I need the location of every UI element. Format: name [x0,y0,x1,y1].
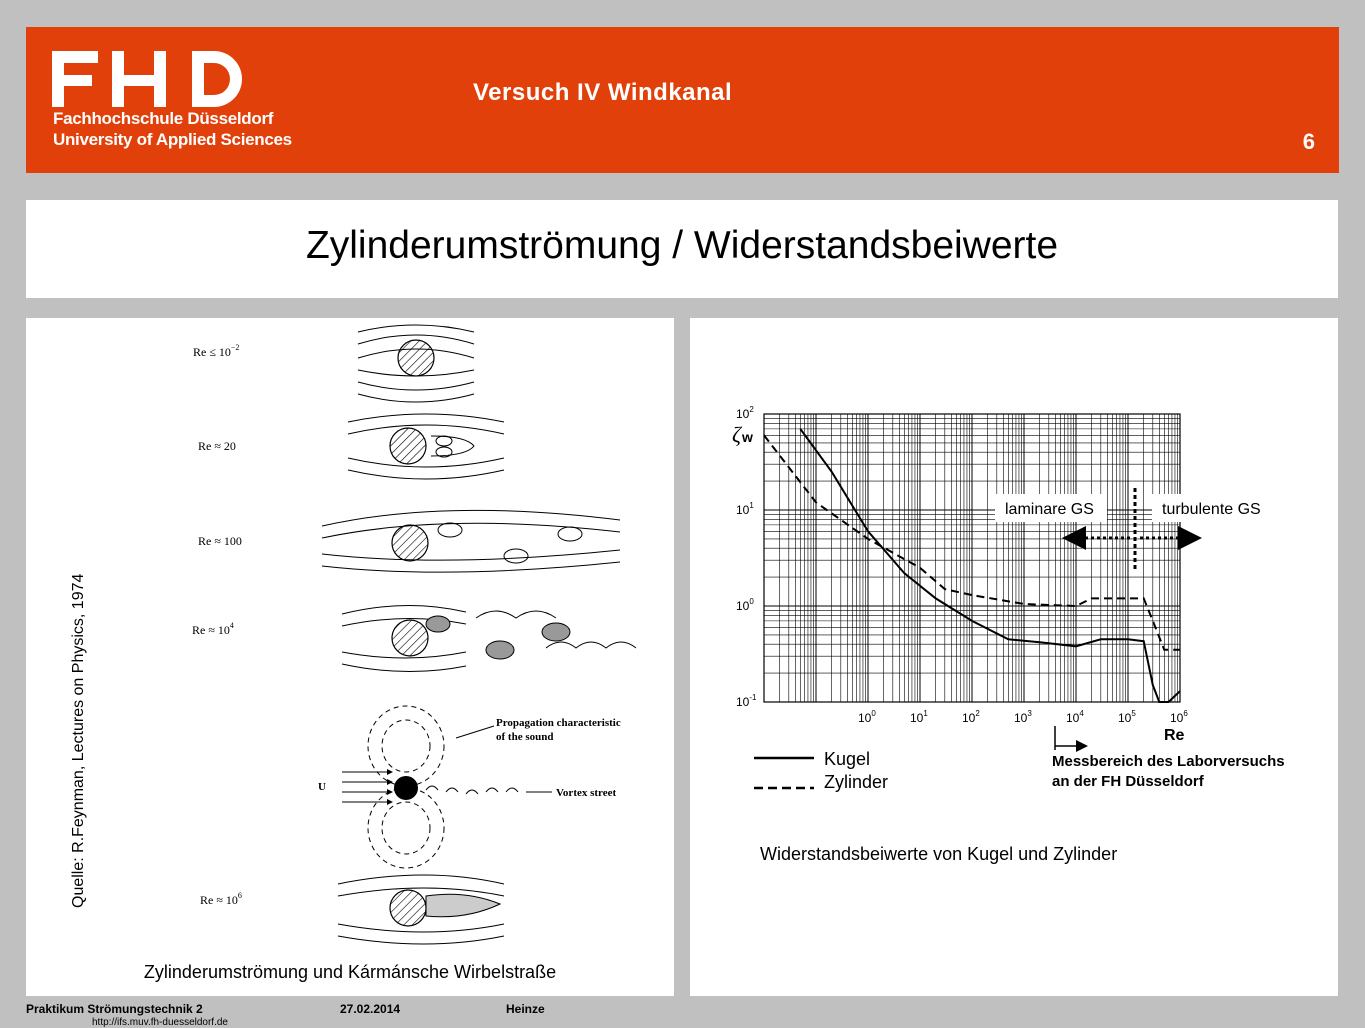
footer-course: Praktikum Strömungstechnik 2 [26,1002,203,1016]
messbereich-line2: an der FH Düsseldorf [1052,773,1204,790]
left-panel [26,318,674,996]
u-label: U [318,781,326,793]
x-axis-label: Re [1164,727,1185,744]
propagation-label-2: of the sound [496,731,554,743]
y-axis-label-sub: w [742,429,753,445]
y-tick-label: $10^1$ [736,501,754,517]
slide-title: Zylinderumströmung / Widerstandsbeiwerte [305,224,1059,267]
drag-coefficient-chart [690,318,1338,818]
y-axis-label: ζ [732,422,741,447]
chart-grid [764,414,1180,702]
chart-ticks [736,405,1188,725]
right-panel [690,318,1338,996]
sound-propagation-diagram [318,706,621,868]
propagation-label: Propagation characteristic [496,717,621,729]
x-tick-label: $10^4$ [1066,709,1084,725]
legend-kugel: Kugel [824,749,871,769]
y-tick-label: $10^2$ [736,405,754,421]
footer-url: http://ifs.muv.fh-duesseldorf.de [92,1017,228,1028]
title-bar [26,200,1338,298]
logo-line2: University of Applied Sciences [53,130,292,149]
y-tick-label: $10^0$ [736,597,754,613]
x-tick-label: $10^0$ [858,709,876,725]
flow-regimes-figure [26,318,674,958]
regime-2-diagram [198,414,504,479]
header-title: Versuch IV Windkanal [473,79,733,106]
x-tick-label: $10^3$ [1014,709,1032,725]
legend-zylinder: Zylinder [824,772,889,792]
regime-2-label: Re ≈ 20 [198,439,236,453]
x-tick-label: $10^2$ [962,709,980,725]
footer-author: Heinze [506,1002,545,1016]
x-tick-label: $10^6$ [1170,709,1188,725]
slide-header [26,27,1339,173]
regime-1-label: $Re \le 10^{-2}$ [193,343,240,359]
regime-4-diagram [192,605,636,671]
y-tick-label: $10^{-1}$ [736,693,757,709]
messbereich-line1: Messbereich des Laborversuchs [1052,753,1285,770]
x-tick-label: $10^5$ [1118,709,1136,725]
fhd-logo-icon [52,51,252,109]
page-number: 6 [1302,129,1315,154]
regime-3-diagram [198,510,620,572]
regime-3-label: Re ≈ 100 [198,534,242,548]
logo-line1: Fachhochschule Düsseldorf [53,109,274,128]
right-caption: Widerstandsbeiwerte von Kugel und Zylinder [760,844,1118,864]
footer-date: 27.02.2014 [340,1002,401,1016]
laminar-label: laminare GS [1005,501,1094,518]
source-note: Quelle: R.Feynman, Lectures on Physics, 1974 [70,573,87,908]
regime-5-diagram [200,875,504,944]
regime-4-label: $Re \approx 10^4$ [192,621,234,637]
turbulent-label: turbulente GS [1162,501,1261,518]
vortex-street-label: Vortex street [556,787,617,799]
regime-1-diagram [193,325,474,402]
regime-5-label: $Re \approx 10^6$ [200,891,242,907]
x-tick-label: $10^1$ [910,709,928,725]
left-caption: Zylinderumströmung und Kármánsche Wirbelstraße [143,962,557,982]
